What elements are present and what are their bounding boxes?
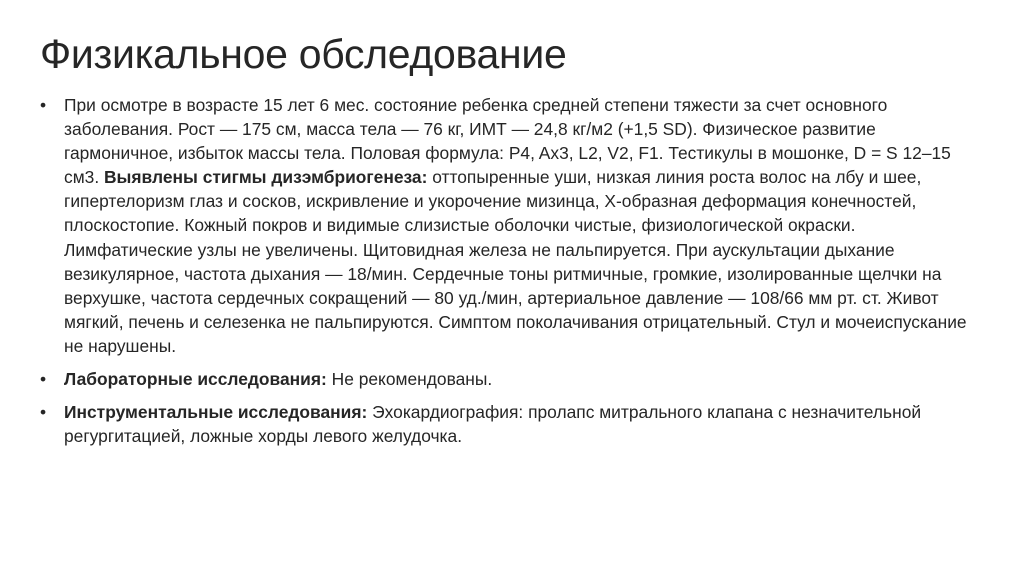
instrumental-bold-heading: Инструментальные исследования: bbox=[64, 402, 368, 423]
exam-bold-heading: Выявлены стигмы дизэмбриогенеза: bbox=[104, 167, 428, 188]
bullet-icon: • bbox=[40, 95, 47, 115]
exam-lead-text: При осмотре в возрасте 15 лет 6 мес. состояние ребенка средней степени тяжести за счет основного заболевания. Рост — 175 см, масса тела — 76 кг, ИМТ — 24,8 кг/м2 (+1,5 SD). Физическое развитие гармоничное, избыток массы тела. Половая формула: P4, Ax3, L2, V2, F1. Тестикулы в мошонке, D = S 12–15 см3. bbox=[64, 95, 951, 188]
lab-bold-heading: Лабораторные исследования: bbox=[64, 369, 327, 390]
bullet-icon: • bbox=[40, 402, 47, 423]
bullet-item-lab bbox=[40, 367, 980, 391]
exam-tail-text: оттопыренные уши, низкая линия роста волос на лбу и шее, гипертелоризм глаз и сосков, искривление и укорочение мизинца, Х-образная деформация конечностей, плоскостопие. Кожный покров и видимые слизистые оболочки чистые, физиологической окраски. Лимфатические узлы не увеличены. Щитовидная железа не пальпируется. При аускультации дыхание везикулярное, частота дыхания — 18/мин. Сердечные тоны ритмичные, громкие, изолированные щелчки на верхушке, частота сердечных сокращений — 80 уд./мин, артериальное давление — 108/66 мм рт. ст. Живот мягкий, печень и селезенка не пальпируются. Симптом поколачивания отрицательный. Стул и мочеиспускание не нарушены. bbox=[64, 167, 967, 356]
bullet-list bbox=[40, 93, 980, 457]
bullet-item-instrumental bbox=[40, 400, 980, 448]
bullet-item-exam bbox=[40, 93, 980, 358]
instrumental-tail-text: Эхокардиография: пролапс митрального клапана с незначительной регургитацией, ложные хорды левого желудочка. bbox=[64, 402, 922, 447]
slide-title: Физикальное обследование bbox=[40, 31, 567, 77]
bullet-icon: • bbox=[40, 369, 47, 390]
lab-tail-text: Не рекомендованы. bbox=[326, 369, 493, 390]
